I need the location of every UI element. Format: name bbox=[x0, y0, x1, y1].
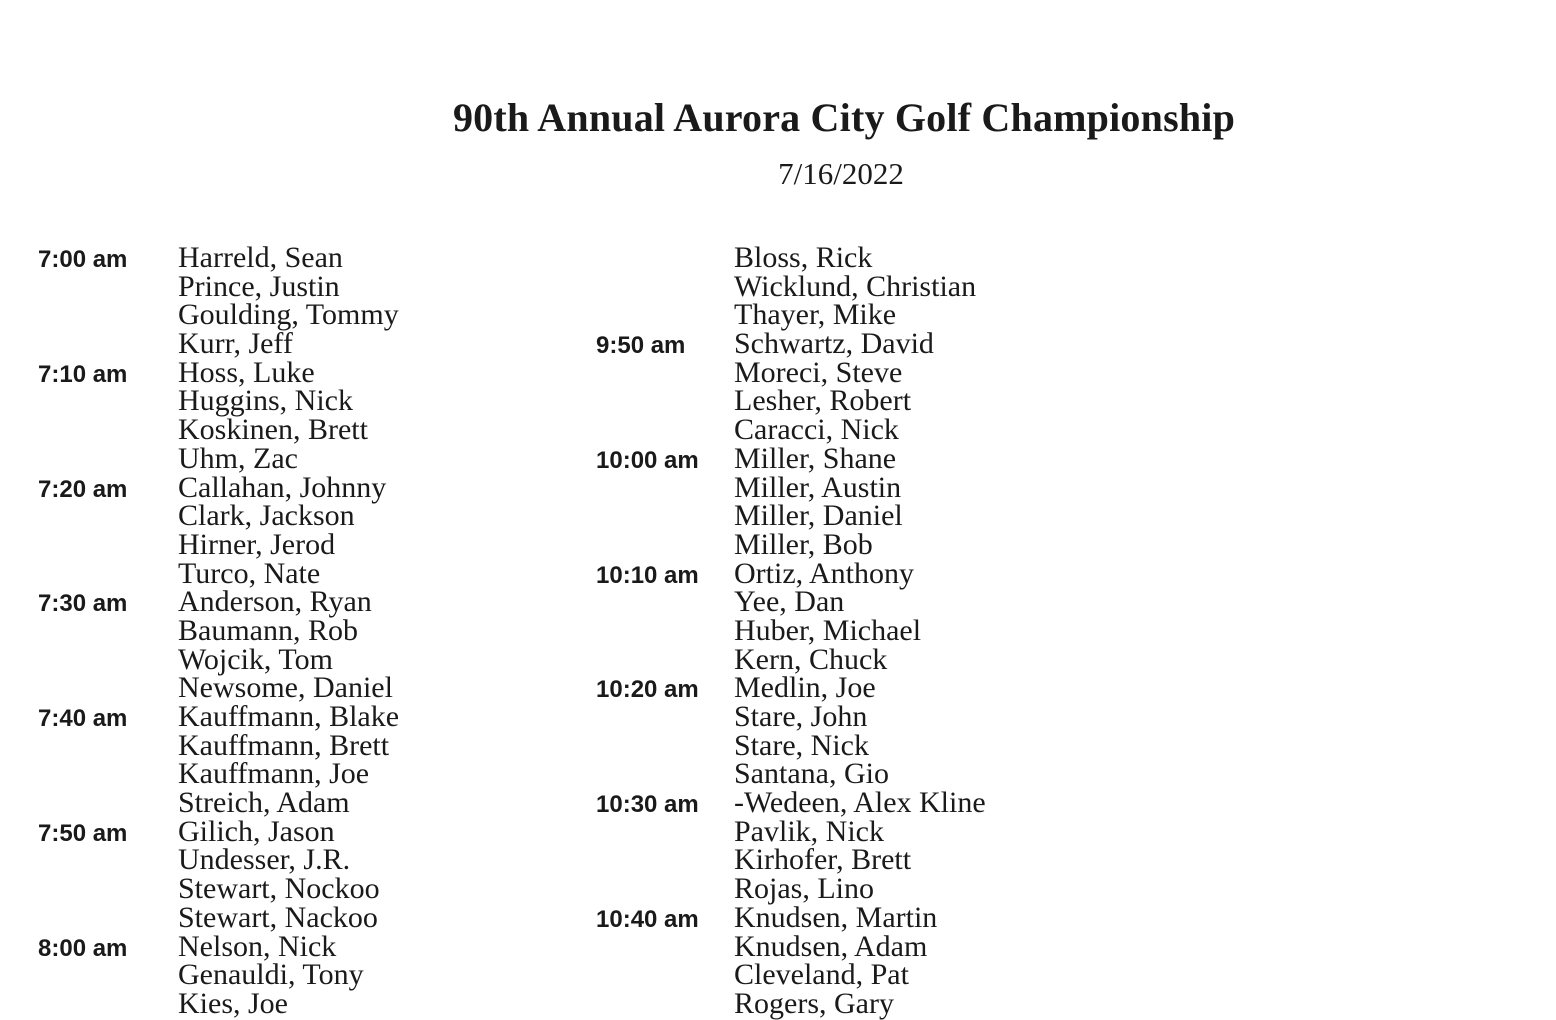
player-name: Kauffmann, Joe bbox=[178, 757, 370, 791]
player-name: Miller, Austin bbox=[734, 470, 902, 504]
player-name: Miller, Shane bbox=[734, 441, 897, 475]
player-name: Knudsen, Martin bbox=[734, 900, 938, 934]
tee-time: 10:20 am bbox=[596, 676, 699, 704]
player-name: Yee, Dan bbox=[734, 585, 845, 619]
player-name: Stare, John bbox=[734, 700, 868, 733]
player-name: Huggins, Nick bbox=[178, 384, 353, 418]
player-name: Baumann, Rob bbox=[178, 613, 358, 647]
player-name: Lesher, Robert bbox=[734, 384, 912, 418]
player-name: Cleveland, Pat bbox=[734, 958, 909, 992]
player-name: Hirner, Jerod bbox=[178, 527, 336, 561]
tee-time: 10:30 am bbox=[596, 791, 699, 819]
player-name: Ortiz, Anthony bbox=[734, 556, 914, 590]
player-name: Streich, Adam bbox=[178, 786, 350, 820]
document-title: 90th Annual Aurora City Golf Championship bbox=[452, 95, 1236, 140]
player-name: Miller, Bob bbox=[734, 527, 873, 561]
player-name: Newsome, Daniel bbox=[178, 671, 393, 705]
tee-time: 7:40 am bbox=[38, 705, 128, 732]
player-name: Hoss, Luke bbox=[178, 355, 315, 389]
player-name: Clark, Jackson bbox=[178, 499, 355, 533]
player-name: Goulding, Tommy bbox=[178, 298, 399, 332]
player-name: Thayer, Mike bbox=[734, 298, 897, 332]
player-name: Bloss, Rick bbox=[734, 241, 873, 274]
player-name: Nelson, Nick bbox=[178, 929, 337, 963]
player-name: Stare, Nick bbox=[734, 728, 869, 762]
player-name: Moreci, Steve bbox=[734, 355, 903, 389]
player-name: Kern, Chuck bbox=[734, 642, 888, 676]
player-name: Rogers, Gary bbox=[734, 986, 894, 1020]
player-name: -Wedeen, Alex Kline bbox=[734, 786, 986, 820]
player-name: Wicklund, Christian bbox=[734, 269, 977, 303]
player-name: Schwartz, David bbox=[734, 327, 934, 361]
player-name: Prince, Justin bbox=[178, 269, 340, 303]
player-name: Uhm, Zac bbox=[178, 441, 298, 475]
player-name: Undesser, J.R. bbox=[178, 843, 351, 877]
player-name: Anderson, Ryan bbox=[178, 585, 372, 619]
tee-time: 8:00 am bbox=[38, 934, 128, 962]
player-name: Kurr, Jeff bbox=[178, 327, 293, 361]
tee-time: 7:10 am bbox=[38, 360, 128, 388]
player-name: Stewart, Nackoo bbox=[178, 900, 378, 934]
player-name: Knudsen, Adam bbox=[734, 929, 928, 963]
player-name: Stewart, Nockoo bbox=[178, 872, 380, 906]
player-name: Wojcik, Tom bbox=[178, 642, 333, 676]
tee-time: 7:50 am bbox=[38, 819, 128, 847]
player-name: Kirhofer, Brett bbox=[734, 843, 912, 877]
player-name: Gilich, Jason bbox=[178, 814, 335, 848]
player-name: Kauffmann, Blake bbox=[178, 700, 400, 733]
tee-time: 10:10 am bbox=[596, 561, 699, 589]
tee-time: 7:20 am bbox=[38, 475, 128, 503]
tee-time: 7:30 am bbox=[38, 590, 128, 618]
player-name: Kauffmann, Brett bbox=[178, 728, 390, 762]
player-name: Koskinen, Brett bbox=[178, 413, 368, 447]
tee-time: 10:00 am bbox=[596, 446, 699, 474]
tee-time: 10:40 am bbox=[596, 905, 699, 933]
player-name: Turco, Nate bbox=[178, 556, 321, 590]
tee-time: 9:50 am bbox=[596, 332, 686, 360]
player-name: Santana, Gio bbox=[734, 757, 889, 791]
player-name: Pavlik, Nick bbox=[734, 814, 884, 848]
player-name: Caracci, Nick bbox=[734, 413, 899, 447]
player-name: Kies, Joe bbox=[178, 986, 288, 1020]
player-name: Callahan, Johnny bbox=[178, 470, 387, 504]
player-name: Genauldi, Tony bbox=[178, 958, 364, 992]
player-name: Rojas, Lino bbox=[734, 872, 874, 906]
player-name: Harreld, Sean bbox=[178, 241, 343, 274]
document-date: 7/16/2022 bbox=[778, 156, 904, 191]
player-name: Medlin, Joe bbox=[734, 671, 876, 705]
tee-time: 7:00 am bbox=[38, 246, 128, 273]
player-name: Miller, Daniel bbox=[734, 499, 903, 533]
player-name: Huber, Michael bbox=[734, 613, 922, 647]
